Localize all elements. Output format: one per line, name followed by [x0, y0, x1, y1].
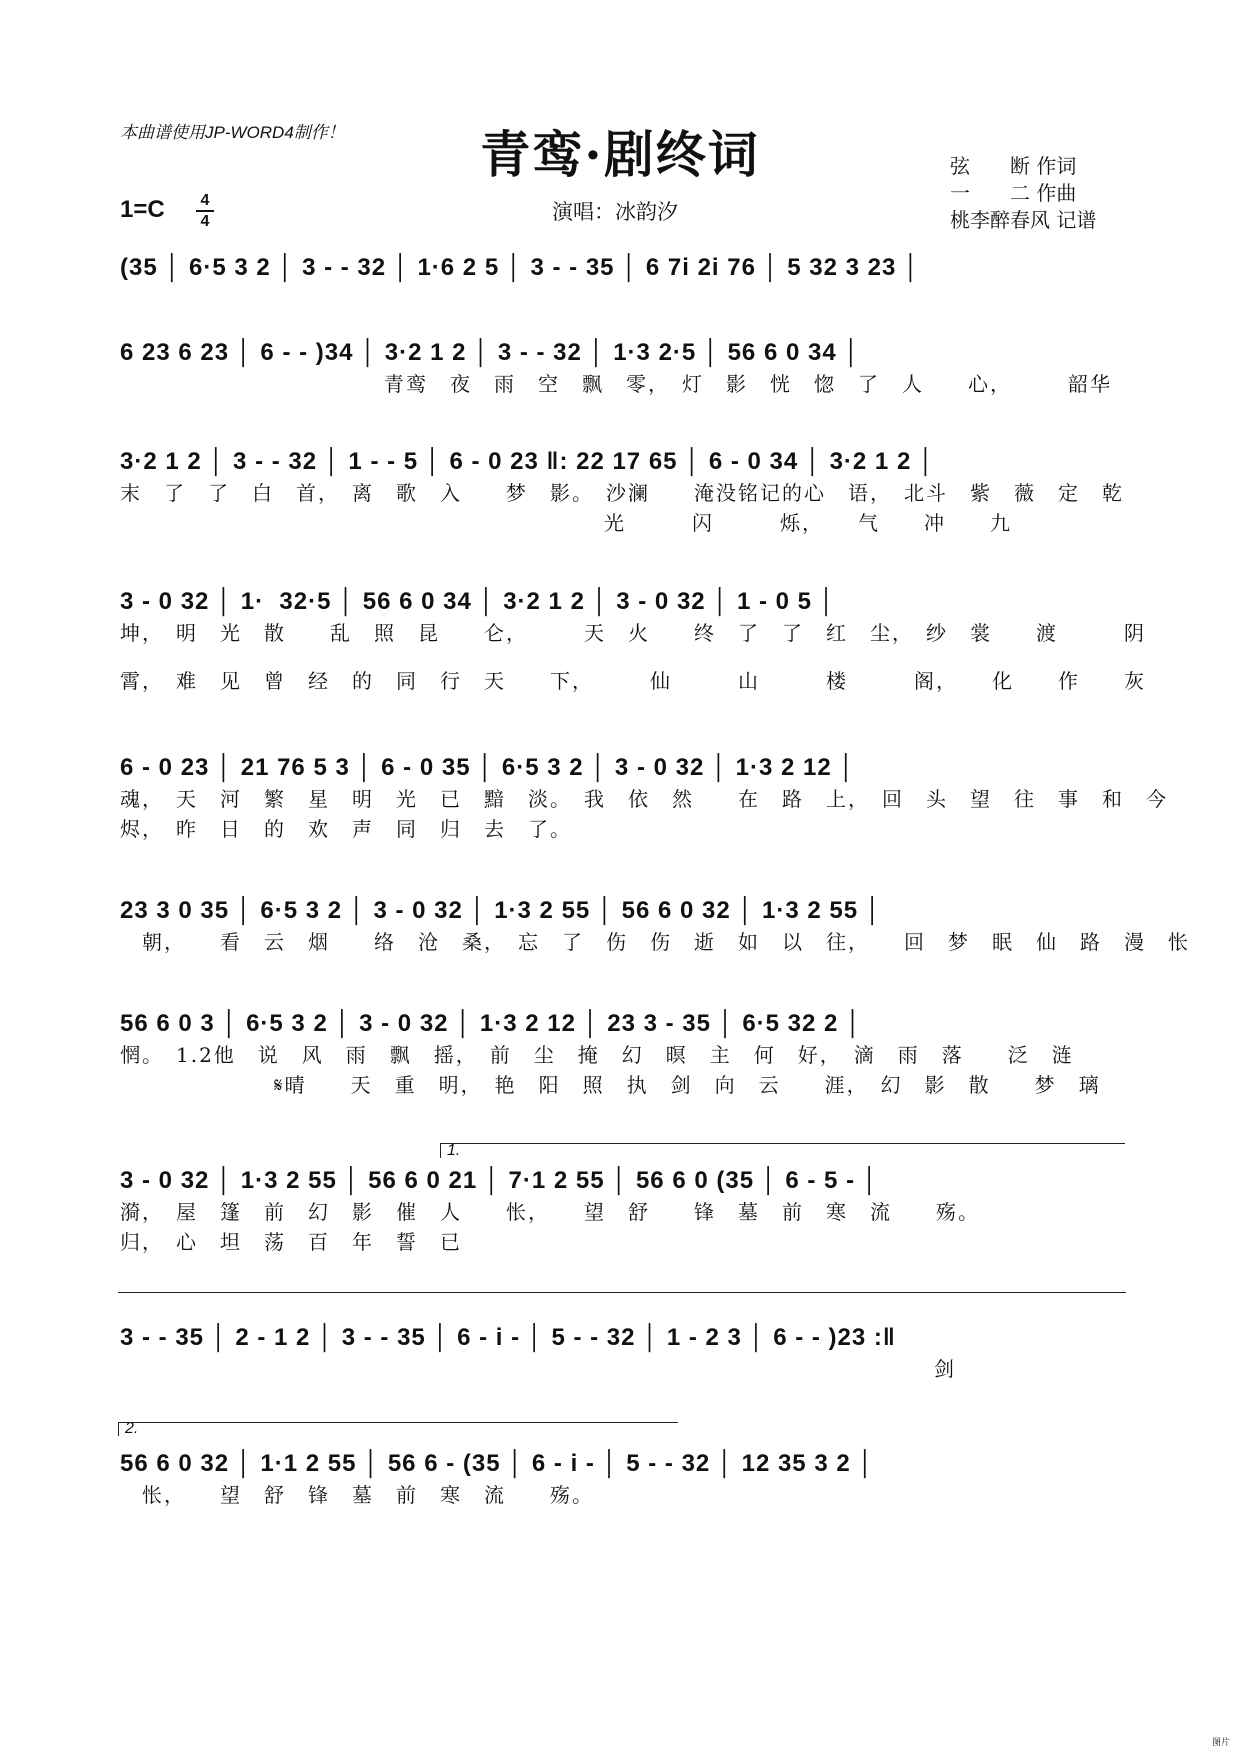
score-system-5 — [120, 752, 1168, 844]
lyric-verse-2: 霄， 难 见 曾 经 的 同 行 天 下， 仙 山 楼 阁， 化 作 灰 — [120, 669, 1146, 693]
song-title: 青鸾·剧终词 — [480, 125, 760, 184]
key-signature: 1=C — [120, 196, 165, 223]
score-system-3 — [120, 446, 1125, 538]
lyric-verse-2: 烬， 昨 日 的 欢 声 同 归 去 了。 — [120, 817, 572, 841]
notation-line: 56 6 0 32 │ 1·1 2 55 │ 56 6 - (35 │ 6 - i - │ 5 - - 32 │ 12 35 3 2 │ — [120, 1450, 875, 1477]
notation-line: 3·2 1 2 │ 3 - - 32 │ 1 - - 5 │ 6 - 0 23 ‖: 22 17 65 │ 6 - 0 34 │ 3·2 1 2 │ — [120, 448, 935, 475]
lyric-verse-1: 怅， 望 舒 锋 墓 前 寒 流 殇。 — [120, 1483, 594, 1507]
lyric-verse-1: 漪， 屋 篷 前 幻 影 催 人 怅， 望 舒 锋 墓 前 寒 流 殇。 — [120, 1200, 980, 1224]
score-system-10 — [120, 1448, 1125, 1510]
lyric-verse-2: 𝄋晴 天 重 明， 艳 阳 照 执 剑 向 云 涯， 幻 影 散 梦 璃 — [120, 1073, 1101, 1097]
time-signature-bottom: 4 — [200, 213, 210, 230]
score-system-6 — [120, 895, 1190, 957]
lyric-verse-1: 朝， 看 云 烟 络 沧 桑， 忘 了 伤 伤 逝 如 以 往， 回 梦 眠 仙 路 漫 怅 — [120, 930, 1190, 954]
lyric-verse-1: 魂， 天 河 繁 星 明 光 已 黯 淡。 我 依 然 在 路 上， 回 头 望 往 事 和 今 — [120, 787, 1168, 811]
lyricist-credit: 弦 断 作词 — [950, 154, 1077, 178]
time-signature-top: 4 — [200, 192, 210, 209]
score-system-9 — [120, 1322, 1125, 1384]
notation-line: 56 6 0 3 │ 6·5 3 2 │ 3 - 0 32 │ 1·3 2 12 │ 23 3 - 35 │ 6·5 32 2 │ — [120, 1010, 863, 1037]
notation-line: 23 3 0 35 │ 6·5 3 2 │ 3 - 0 32 │ 1·3 2 55 │ 56 6 0 32 │ 1·3 2 55 │ — [120, 897, 882, 924]
transcriber-credit: 桃李醉春风 记谱 — [950, 208, 1097, 232]
lyric-verse-1: 剑 — [120, 1357, 956, 1381]
first-ending-continuation-line — [118, 1292, 1126, 1293]
second-ending-label: 2. — [125, 1420, 139, 1437]
score-system-4 — [120, 586, 1146, 696]
score-system-8 — [120, 1165, 1125, 1257]
singer-credit: 演唱：冰韵汐 — [552, 200, 678, 224]
lyric-verse-2: 归， 心 坦 荡 百 年 誓 已 — [120, 1230, 462, 1254]
notation-line: 3 - 0 32 │ 1· 32·5 │ 56 6 0 34 │ 3·2 1 2 │ 3 - 0 32 │ 1 - 0 5 │ — [120, 588, 836, 615]
author-credits — [950, 153, 1096, 234]
notation-line: (35 │ 6·5 3 2 │ 3 - - 32 │ 1·6 2 5 │ 3 - - 35 │ 6 7i 2i 76 │ 5 32 3 23 │ — [120, 254, 921, 281]
software-watermark: 本曲谱使用JP-WORD4制作！ — [120, 123, 345, 142]
second-ending-line — [118, 1422, 678, 1423]
lyric-verse-1: 惘。 1.2他 说 风 雨 飘 摇， 前 尘 掩 幻 暝 主 何 好， 滴 雨 落 泛 涟 — [120, 1043, 1074, 1067]
first-ending-label: 1. — [447, 1142, 461, 1159]
page-mark: 图片 — [1212, 1738, 1231, 1748]
second-ending-bracket — [118, 1420, 139, 1437]
notation-line: 6 23 6 23 │ 6 - - )34 │ 3·2 1 2 │ 3 - - 32 │ 1·3 2·5 │ 56 6 0 34 │ — [120, 339, 861, 366]
first-ending-bracket — [440, 1143, 1125, 1158]
lyric-verse-2: 光 闪 烁， 气 冲 九 — [120, 511, 1012, 535]
notation-line: 3 - - 35 │ 2 - 1 2 │ 3 - - 35 │ 6 - i - │ 5 - - 32 │ 1 - 2 3 │ 6 - - )23 :‖ — [120, 1324, 896, 1351]
lyric-verse-1: 末 了 了 白 首， 离 歌 入 梦 影。 沙澜 淹没铭记的心 语， 北斗 紫 薇 定 乾 — [120, 481, 1124, 505]
lyric-verse-1: 青鸾 夜 雨 空 飘 零， 灯 影 恍 惚 了 人 心， 韶华 — [120, 372, 1112, 396]
score-system-1 — [120, 252, 1125, 284]
lyric-verse-1: 坤， 明 光 散 乱 照 昆 仑， 天 火 终 了 了 红 尘， 纱 裳 渡 阴 — [120, 621, 1146, 645]
notation-line: 6 - 0 23 │ 21 76 5 3 │ 6 - 0 35 │ 6·5 3 2 │ 3 - 0 32 │ 1·3 2 12 │ — [120, 754, 856, 781]
time-signature — [194, 192, 216, 230]
score-system-7 — [120, 1008, 1125, 1100]
notation-line: 3 - 0 32 │ 1·3 2 55 │ 56 6 0 21 │ 7·1 2 55 │ 56 6 0 (35 │ 6 - 5 - │ — [120, 1167, 879, 1194]
composer-credit: 一 二 作曲 — [950, 181, 1077, 205]
score-system-2 — [120, 337, 1125, 399]
